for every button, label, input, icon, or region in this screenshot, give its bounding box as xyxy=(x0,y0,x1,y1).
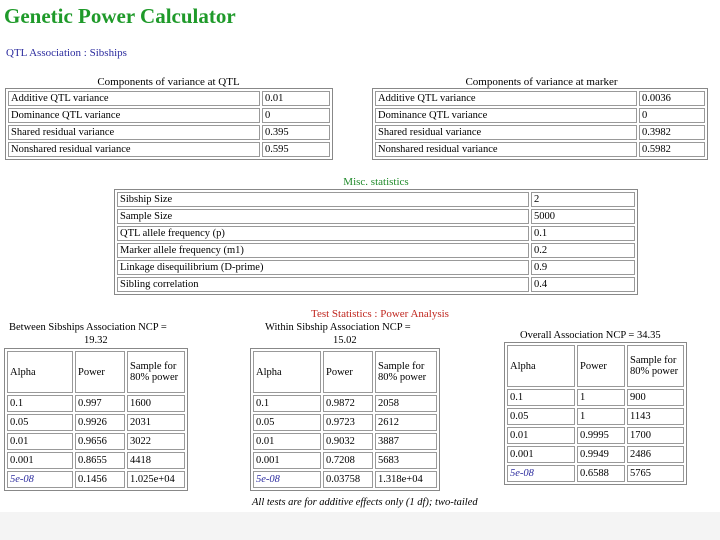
row-value: 0 xyxy=(262,108,330,123)
row-value: 0 xyxy=(639,108,705,123)
power-header: Power xyxy=(577,345,625,387)
alpha-cell: 0.001 xyxy=(253,452,321,469)
alpha-cell: 0.05 xyxy=(253,414,321,431)
row-label: Dominance QTL variance xyxy=(8,108,260,123)
table-row xyxy=(7,395,185,412)
power-cell: 0.6588 xyxy=(577,465,625,482)
variance-marker-caption: Components of variance at marker xyxy=(465,76,618,88)
power-cell: 0.9872 xyxy=(323,395,373,412)
power-cell: 0.9656 xyxy=(75,433,125,450)
table-row xyxy=(117,209,635,224)
power-cell: 0.9995 xyxy=(577,427,625,444)
table-row xyxy=(375,91,705,106)
row-value: 0.01 xyxy=(262,91,330,106)
alpha-header: Alpha xyxy=(253,351,321,393)
table-row xyxy=(117,226,635,241)
table-row xyxy=(253,414,437,431)
sample-cell: 1.318e+04 xyxy=(375,471,437,488)
table-row xyxy=(507,446,684,463)
sample-cell: 1143 xyxy=(627,408,684,425)
alpha-cell: 0.1 xyxy=(253,395,321,412)
row-value: 0.4 xyxy=(531,277,635,292)
table-row xyxy=(507,408,684,425)
sample-header: Sample for 80% power xyxy=(375,351,437,393)
alpha-cell: 0.1 xyxy=(507,389,575,406)
table-row xyxy=(8,91,330,106)
row-label: Shared residual variance xyxy=(375,125,637,140)
sample-cell: 2058 xyxy=(375,395,437,412)
row-label: Sibship Size xyxy=(117,192,529,207)
sample-cell: 1.025e+04 xyxy=(127,471,185,488)
row-label: Additive QTL variance xyxy=(8,91,260,106)
sample-cell: 4418 xyxy=(127,452,185,469)
sample-cell: 5683 xyxy=(375,452,437,469)
power-cell: 0.03758 xyxy=(323,471,373,488)
power-cell: 0.8655 xyxy=(75,452,125,469)
power-header: Power xyxy=(323,351,373,393)
sample-cell: 2031 xyxy=(127,414,185,431)
table-row xyxy=(507,389,684,406)
table-row xyxy=(253,433,437,450)
page-title: Genetic Power Calculator xyxy=(4,4,236,28)
alpha-cell: 0.01 xyxy=(7,433,73,450)
alpha-cell: 5e-08 xyxy=(253,471,321,488)
power-cell: 0.7208 xyxy=(323,452,373,469)
row-label: Nonshared residual variance xyxy=(8,142,260,157)
table-row xyxy=(253,471,437,488)
row-value: 2 xyxy=(531,192,635,207)
footnote: All tests are for additive effects only (1 df); two-tailed xyxy=(252,497,478,508)
row-value: 0.2 xyxy=(531,243,635,258)
table-header-row xyxy=(253,351,437,393)
row-label: Linkage disequilibrium (D-prime) xyxy=(117,260,529,275)
power-cell: 0.9032 xyxy=(323,433,373,450)
table-row xyxy=(8,108,330,123)
table-row xyxy=(375,125,705,140)
row-label: Sibling correlation xyxy=(117,277,529,292)
table-row xyxy=(8,125,330,140)
row-label: Shared residual variance xyxy=(8,125,260,140)
sample-cell: 5765 xyxy=(627,465,684,482)
misc-caption: Misc. statistics xyxy=(343,176,409,188)
sample-header: Sample for 80% power xyxy=(627,345,684,387)
sample-cell: 3887 xyxy=(375,433,437,450)
variance-marker-table xyxy=(372,88,708,160)
power-cell: 0.9723 xyxy=(323,414,373,431)
row-value: 0.5982 xyxy=(639,142,705,157)
within-ncp-heading: Within Sibship Association NCP = xyxy=(265,322,411,333)
table-row xyxy=(117,277,635,292)
variance-qtl-table xyxy=(5,88,333,160)
table-header-row xyxy=(507,345,684,387)
power-cell: 0.1456 xyxy=(75,471,125,488)
page-subtitle: QTL Association : Sibships xyxy=(6,47,127,59)
power-header: Power xyxy=(75,351,125,393)
between-ncp-heading: Between Sibships Association NCP = xyxy=(9,322,167,333)
row-value: 0.3982 xyxy=(639,125,705,140)
sample-cell: 1600 xyxy=(127,395,185,412)
row-value: 0.9 xyxy=(531,260,635,275)
overall-ncp-heading: Overall Association NCP = 34.35 xyxy=(520,330,661,341)
sample-cell: 2612 xyxy=(375,414,437,431)
alpha-cell: 0.1 xyxy=(7,395,73,412)
row-label: Nonshared residual variance xyxy=(375,142,637,157)
sample-cell: 1700 xyxy=(627,427,684,444)
alpha-cell: 5e-08 xyxy=(507,465,575,482)
table-row xyxy=(117,260,635,275)
table-row xyxy=(7,452,185,469)
alpha-header: Alpha xyxy=(7,351,73,393)
row-label: Sample Size xyxy=(117,209,529,224)
row-label: QTL allele frequency (p) xyxy=(117,226,529,241)
table-row xyxy=(375,108,705,123)
sample-cell: 900 xyxy=(627,389,684,406)
row-label: Dominance QTL variance xyxy=(375,108,637,123)
table-row xyxy=(8,142,330,157)
sample-cell: 2486 xyxy=(627,446,684,463)
table-row xyxy=(507,465,684,482)
row-label: Marker allele frequency (m1) xyxy=(117,243,529,258)
sample-header: Sample for 80% power xyxy=(127,351,185,393)
alpha-cell: 0.001 xyxy=(507,446,575,463)
sample-cell: 3022 xyxy=(127,433,185,450)
row-label: Additive QTL variance xyxy=(375,91,637,106)
alpha-header: Alpha xyxy=(507,345,575,387)
between-ncp-value: 19.32 xyxy=(84,335,108,346)
within-power-table xyxy=(250,348,440,491)
alpha-cell: 0.05 xyxy=(507,408,575,425)
variance-qtl-caption: Components of variance at QTL xyxy=(97,76,240,88)
table-row xyxy=(253,395,437,412)
row-value: 0.595 xyxy=(262,142,330,157)
power-cell: 0.997 xyxy=(75,395,125,412)
alpha-cell: 0.01 xyxy=(253,433,321,450)
row-value: 0.1 xyxy=(531,226,635,241)
power-cell: 0.9949 xyxy=(577,446,625,463)
row-value: 0.395 xyxy=(262,125,330,140)
alpha-cell: 0.001 xyxy=(7,452,73,469)
overall-power-table xyxy=(504,342,687,485)
power-caption: Test Statistics : Power Analysis xyxy=(311,308,449,320)
misc-table xyxy=(114,189,638,295)
power-cell: 0.9926 xyxy=(75,414,125,431)
alpha-cell: 5e-08 xyxy=(7,471,73,488)
table-row xyxy=(253,452,437,469)
table-row xyxy=(117,192,635,207)
row-value: 0.0036 xyxy=(639,91,705,106)
within-ncp-value: 15.02 xyxy=(333,335,357,346)
page-bottom-band xyxy=(0,512,720,540)
table-row xyxy=(117,243,635,258)
alpha-cell: 0.01 xyxy=(507,427,575,444)
power-cell: 1 xyxy=(577,389,625,406)
table-row xyxy=(7,471,185,488)
row-value: 5000 xyxy=(531,209,635,224)
table-row xyxy=(7,433,185,450)
table-row xyxy=(375,142,705,157)
table-row xyxy=(507,427,684,444)
table-row xyxy=(7,414,185,431)
table-header-row xyxy=(7,351,185,393)
power-cell: 1 xyxy=(577,408,625,425)
alpha-cell: 0.05 xyxy=(7,414,73,431)
between-power-table xyxy=(4,348,188,491)
